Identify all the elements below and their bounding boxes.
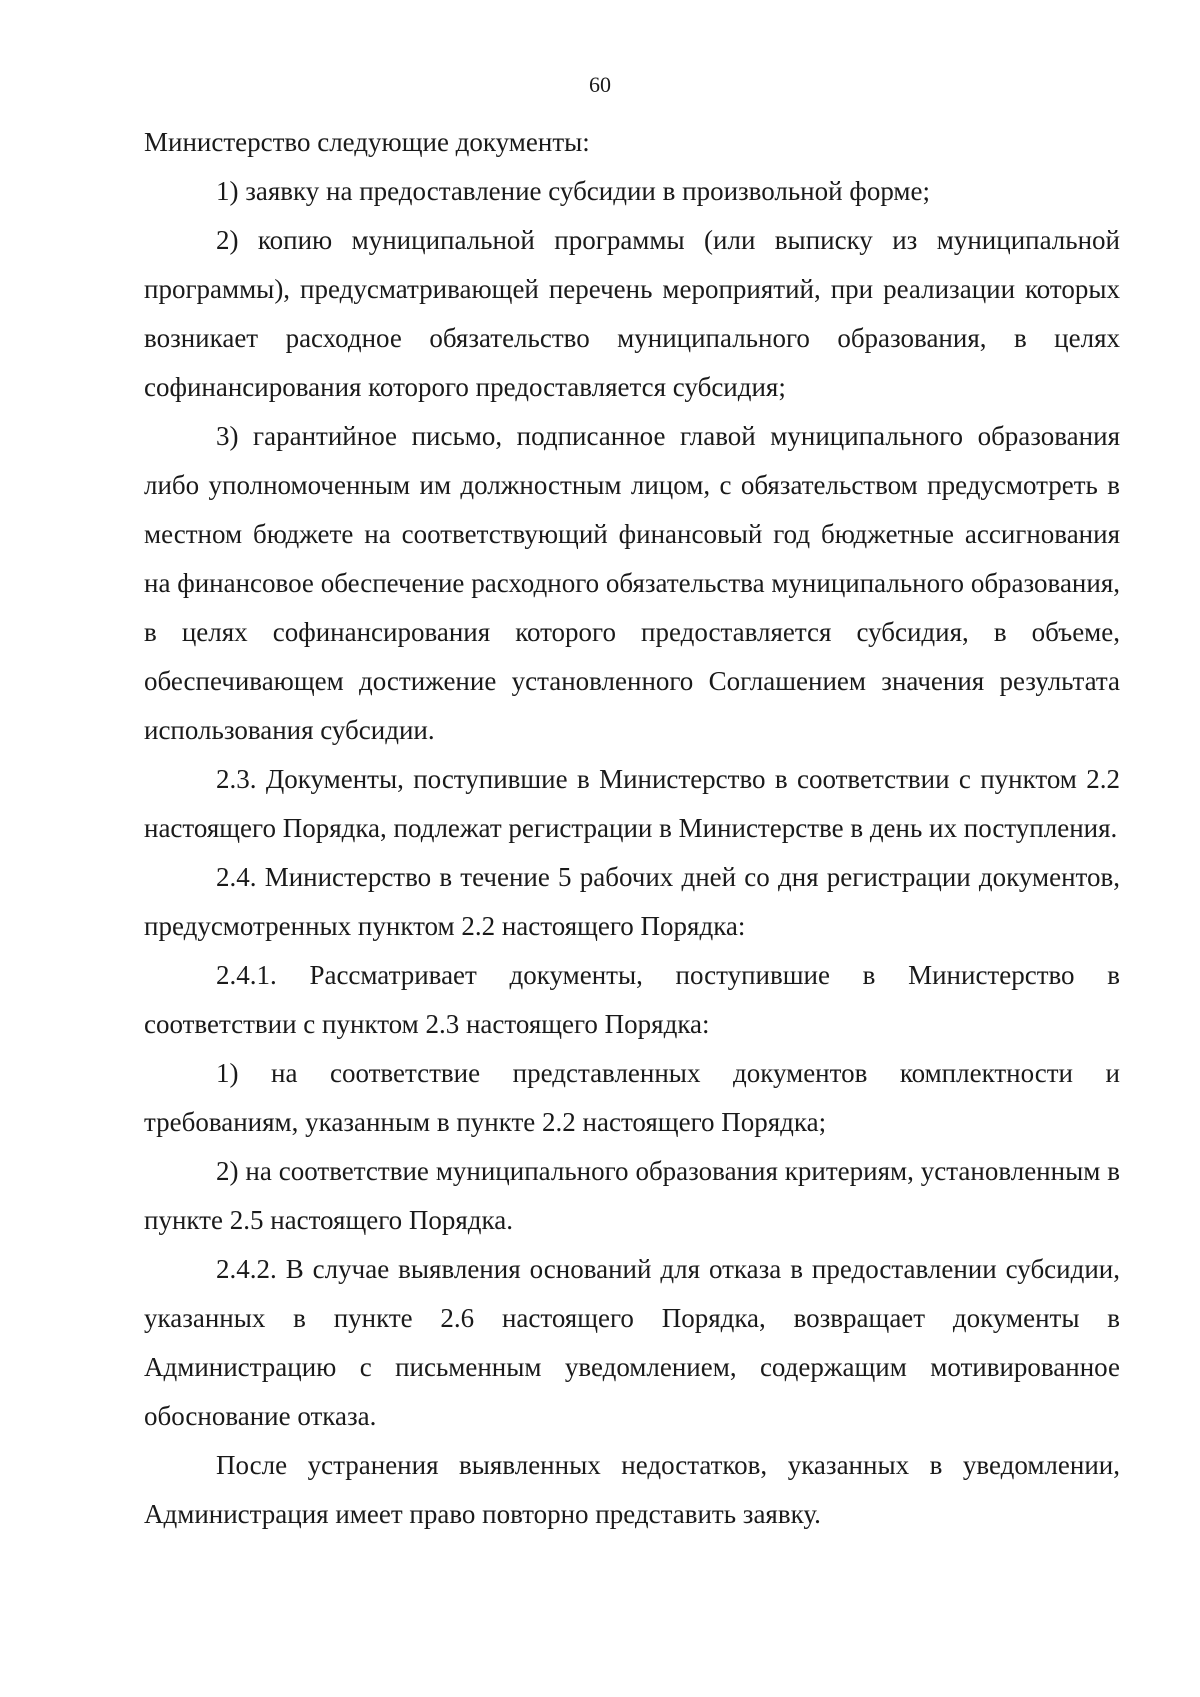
- paragraph-2-3: 2.3. Документы, поступившие в Министерство в соответствии с пунктом 2.2 настоящего Порядка, подлежат регистрации в Министерстве в день их поступления.: [144, 764, 1120, 843]
- paragraph-continuation: Министерство следующие документы:: [144, 127, 590, 157]
- paragraph-item-3-guarantee-letter: 3) гарантийное письмо, подписанное главой муниципального образования либо уполномоченным им должностным лицом, с обязательством предусмотреть в местном бюджете на соответствующий финансовый год бюджетные ассигнования на финансовое обеспечение расходного обязательства муниципального образования, в целях софинансирования которого предоставляется субсидия, в объеме, обеспечивающем достижение установленного Соглашением значения результата использования субсидии.: [144, 421, 1120, 745]
- document-body: [144, 118, 1120, 1539]
- paragraph-2-4-1: 2.4.1. Рассматривает документы, поступившие в Министерство в соответствии с пунктом 2.3 настоящего Порядка:: [144, 960, 1120, 1039]
- paragraph-2-4-1-item-2: 2) на соответствие муниципального образования критериям, установленным в пункте 2.5 настоящего Порядка.: [144, 1156, 1120, 1235]
- paragraph-item-2-program-copy: 2) копию муниципальной программы (или выписку из муниципальной программы), предусматривающей перечень мероприятий, при реализации которых возникает расходное обязательство муниципального образования, в целях софинансирования которого предоставляется субсидия;: [144, 225, 1120, 402]
- paragraph-2-4-1-item-1: 1) на соответствие представленных документов комплектности и требованиям, указанным в пункте 2.2 настоящего Порядка;: [144, 1058, 1120, 1137]
- paragraph-item-1-application: 1) заявку на предоставление субсидии в произвольной форме;: [216, 176, 930, 206]
- paragraph-2-4: 2.4. Министерство в течение 5 рабочих дней со дня регистрации документов, предусмотренных пунктом 2.2 настоящего Порядка:: [144, 862, 1120, 941]
- page-number: 60: [589, 72, 611, 97]
- paragraph-resubmission: После устранения выявленных недостатков, указанных в уведомлении, Администрация имеет право повторно представить заявку.: [144, 1450, 1120, 1529]
- paragraph-2-4-2: 2.4.2. В случае выявления оснований для отказа в предоставлении субсидии, указанных в пункте 2.6 настоящего Порядка, возвращает документы в Администрацию с письменным уведомлением, содержащим мотивированное обоснование отказа.: [144, 1254, 1120, 1431]
